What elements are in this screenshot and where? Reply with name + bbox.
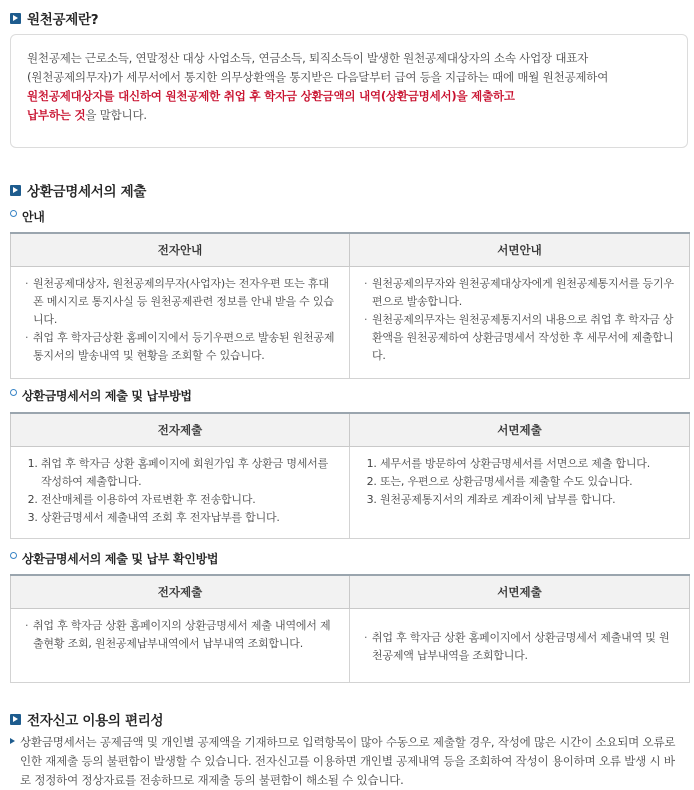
submit-paper-cell [350,447,690,539]
convenience-paragraph: 상환금명세서는 공제금액 및 개인별 공제액을 기재하므로 입력항목이 많아 수동으로 제출할 경우, 작성에 많은 시간이 소요되며 오류로 인한 재제출 등의 불편함이 발생할 수 있습니다. 전자신고를 이용하면 개인별 공제내역 등을 조회하여 작성이 용이하며 오류 발생 시 바로 정정하여 정상자료를 전송하므로 재제출 등의 불편함이 해소될 수 있습니다. [20,735,676,787]
guide-electronic-cell [11,267,350,379]
list-item: 2. 또는, 우편으로 상환금명세서를 제출할 수도 있습니다. [380,473,679,491]
subsection-title-submit-method [10,387,192,404]
list-item: · 취업 후 학자금 상환 홈페이지의 상환금명세서 제출 내역에서 제출현황 조회, 원천공제납부내역에서 납부내역 조회합니다. [25,617,339,653]
subsection-title-text: 상환금명세서의 제출 및 납부 확인방법 [22,552,219,566]
subsection-title-text: 안내 [22,210,45,224]
triangle-bullet-icon [10,738,15,744]
intro-red-inline: 납부하는 것 [27,108,86,122]
arrow-square-icon [10,185,21,196]
intro-line-4 [27,106,671,125]
list-item: · 취업 후 학자금상환 홈페이지에서 등기우편으로 발송된 원천공제통지서의 발송내역 및 현황을 조회할 수 있습니다. [25,329,339,365]
section-title-text: 전자신고 이용의 편리성 [27,713,164,729]
subsection-title-confirm-method [10,550,218,567]
section-title-text: 상환금명세서의 제출 [27,184,147,200]
col-header-electronic-submit: 전자제출 [11,413,350,447]
list-item: · 원천공제대상자, 원천공제의무자(사업자)는 전자우편 또는 휴대폰 메시지로 통지사실 등 원천공제관련 정보를 안내 받을 수 있습니다. [25,275,339,329]
list-item: 1. 세무서를 방문하여 상환금명세서를 서면으로 제출 합니다. [380,455,679,473]
guide-table [10,232,690,379]
intro-box [10,34,688,148]
list-item: · 원천공제의무자는 원천공제통지서의 내용으로 취업 후 학자금 상환액을 원천공제하여 상환금명세서 작성한 후 세무서에 제출합니다. [364,311,679,365]
col-header-paper-confirm: 서면제출 [350,575,690,609]
circle-bullet-icon [10,389,17,396]
circle-bullet-icon [10,552,17,559]
intro-end-text: 을 말합니다. [85,108,147,122]
submit-method-table [10,412,690,539]
list-item: 1. 취업 후 학자금 상환 홈페이지에 회원가입 후 상환금 명세서를 작성하여 제출합니다. [41,455,339,491]
subsection-title-guide [10,208,45,225]
confirm-electronic-cell [11,609,350,683]
section-title-submission [10,180,146,200]
submit-electronic-cell [11,447,350,539]
circle-bullet-icon [10,210,17,217]
confirm-paper-cell [350,609,690,683]
intro-line-1: 원천공제는 근로소득, 연말정산 대상 사업소득, 연금소득, 퇴직소득이 발생한 원천공제대상자의 소속 사업장 대표자 [27,51,589,65]
intro-red-line: 원천공제대상자를 대신하여 원천공제한 취업 후 학자금 상환금액의 내역(상환금명세서)을 제출하고 [27,89,515,103]
section-title-convenience [10,709,163,729]
col-header-electronic-confirm: 전자제출 [11,575,350,609]
list-item: 3. 원천공제통지서의 계좌로 계좌이체 납부를 합니다. [380,491,679,509]
guide-paper-cell [350,267,690,379]
col-header-paper-guide: 서면안내 [350,233,690,267]
section-title-text: 원천공제란? [27,12,99,28]
list-item: · 원천공제의무자와 원천공제대상자에게 원천공제통지서를 등기우편으로 발송합니다. [364,275,679,311]
convenience-text [10,733,680,790]
arrow-square-icon [10,714,21,725]
col-header-paper-submit: 서면제출 [350,413,690,447]
confirm-method-table [10,574,690,683]
list-item: 2. 전산매체를 이용하여 자료변환 후 전송합니다. [41,491,339,509]
intro-line-2: (원천공제의무자)가 세무서에서 통지한 의무상환액을 통지받은 다음달부터 급여 등을 지급하는 때에 매월 원천공제하여 [27,70,609,84]
col-header-electronic-guide: 전자안내 [11,233,350,267]
section-title-withholding [10,8,98,28]
list-item: 3. 상환금명세서 제출내역 조회 후 전자납부를 합니다. [41,509,339,527]
arrow-square-icon [10,13,21,24]
subsection-title-text: 상환금명세서의 제출 및 납부방법 [22,389,192,403]
list-item: · 취업 후 학자금 상환 홈페이지에서 상환금명세서 제출내역 및 원천공제액 납부내역을 조회합니다. [364,629,679,665]
